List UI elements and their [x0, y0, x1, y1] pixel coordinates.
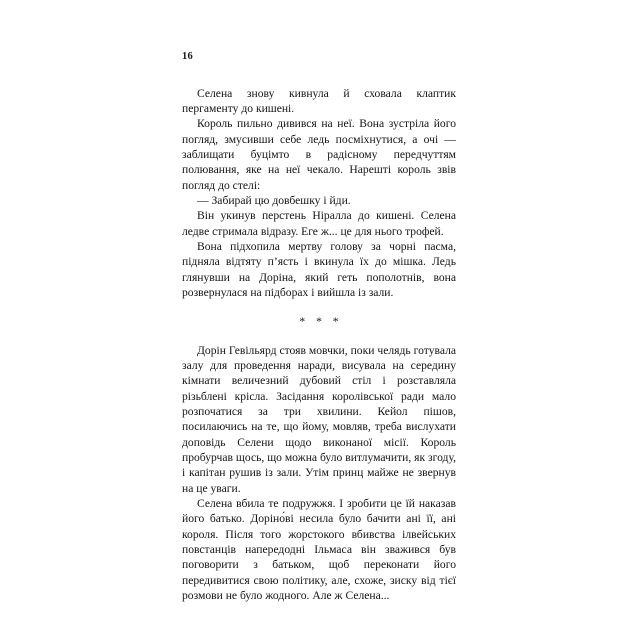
paragraph: Він укинув перстень Ніралла до кишені. Селена ледве стримала відразу. Еге ж... це для нього трофей.	[182, 209, 456, 238]
dialogue-line: — Забирай цю довбешку і йди.	[197, 193, 351, 207]
asterism-divider-icon: * * *	[299, 315, 343, 329]
section-one	[182, 86, 456, 301]
section-two	[182, 343, 456, 604]
paragraph: Селена вбила те подружжя. І зробити це їй наказав його батько. Доріно́ві несила було бачити ані її, ані короля. Після того жорстокого вбивства ілвейських повстанців напередодні Ільмаса він зважився був поговорити з батьком, щоб переконати його передивитися свою політику, але, схоже, зиску від тієї розмови не було жодного. Але ж Селена...	[182, 497, 456, 603]
page-number: 16	[182, 51, 193, 62]
text-column	[182, 52, 456, 604]
paragraph: Вона підхопила мертву голову за чорні пасма, підняла відтяту п’ясть і вкинула їх до мішка. Ледь глянувши на Доріна, який геть пополотнів, вона розвернулася на підборах і вийшла із зали.	[182, 239, 456, 299]
paragraph: Дорін Гевільярд стояв мовчки, поки челядь готувала залу для проведення наради, висувала на середину кімнати величезний дубовий стіл і розставляла різьблені крісла. Засідання королівської ради мало розпочатися за три хвилини. Кейол пішов, посилаючись на те, що йому, мовляв, треба вислухати доповідь Селени щодо виконаної місії. Король пробурчав щось, що можна було витлумачити, як згоду, і капітан рушив із зали. Утім принц майже не звернув на це уваги.	[182, 343, 456, 495]
paragraph: Король пильно дивився на неї. Вона зустріла його погляд, змусивши себе ледь посміхнутися, а очі — заблищати буцімто в радісному передчуттям полювання, яке на неї чекало. Нарешті король звів погляд до стелі:	[182, 117, 456, 192]
paragraph: Селена знову кивнула й сховала клаптик пергаменту до кишені.	[182, 86, 456, 115]
